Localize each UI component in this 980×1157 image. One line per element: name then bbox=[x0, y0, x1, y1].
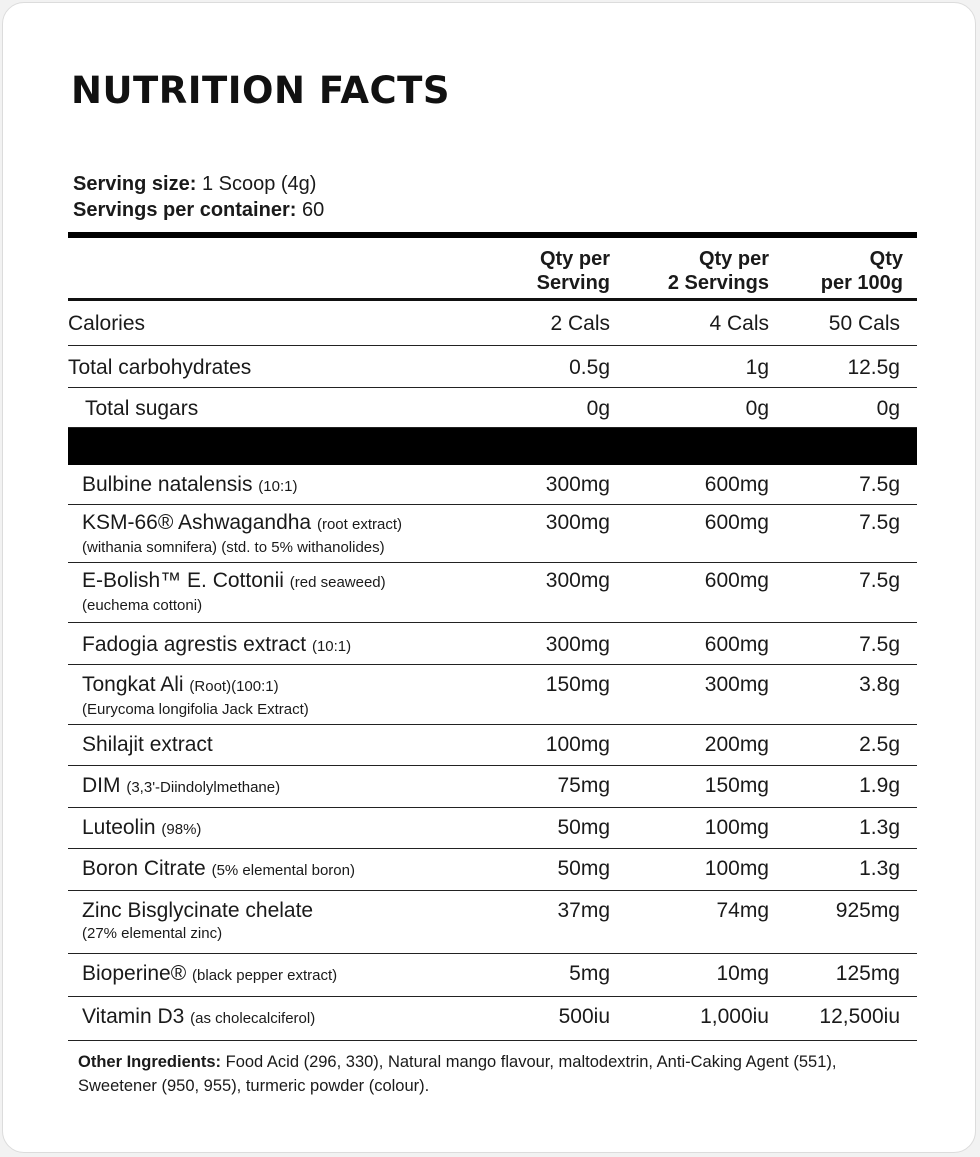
ingredient-value: 600mg bbox=[704, 569, 769, 592]
servings-per-container-label: Servings per container: bbox=[73, 199, 297, 221]
ingredient-cell bbox=[68, 510, 402, 558]
ingredient-value: 100mg bbox=[704, 816, 769, 839]
ingredient-cell bbox=[68, 898, 313, 944]
ingredient-cell bbox=[68, 568, 386, 616]
nutrient-value: 0g bbox=[586, 397, 610, 420]
facts-table bbox=[68, 232, 917, 1041]
servings-per-container-value: 60 bbox=[301, 199, 325, 221]
table-row bbox=[68, 665, 917, 725]
ingredient-value: 125mg bbox=[835, 962, 900, 985]
table-row bbox=[68, 808, 917, 849]
table-row bbox=[68, 505, 917, 563]
ingredient-line bbox=[82, 732, 213, 758]
ingredient-name: Luteolin bbox=[82, 816, 156, 839]
ingredient-subtext: (withania somnifera) (std. to 5% withanolides) bbox=[82, 539, 385, 556]
ingredient-cell bbox=[68, 732, 213, 758]
ingredient-value: 200mg bbox=[704, 733, 769, 756]
nutrient-value: 2 Cals bbox=[550, 312, 610, 335]
ingredient-subtext: (euchema cottoni) bbox=[82, 597, 203, 614]
ingredient-line bbox=[82, 672, 309, 700]
ingredient-note: (as cholecalciferol) bbox=[190, 1010, 316, 1027]
table-row bbox=[68, 388, 917, 428]
col-per-2-servings: Qty per 2 Servings bbox=[667, 248, 769, 294]
ingredient-cell bbox=[68, 672, 309, 720]
ingredient-line bbox=[82, 568, 386, 596]
ingredient-line bbox=[82, 961, 337, 989]
ingredient-value: 100mg bbox=[704, 857, 769, 880]
section-band bbox=[68, 428, 917, 465]
nutrient-name: Calories bbox=[68, 312, 146, 335]
serving-size bbox=[73, 171, 324, 197]
ingredient-name: Tongkat Ali bbox=[82, 673, 184, 696]
ingredient-note: (3,3'-Diindolylmethane) bbox=[126, 779, 281, 796]
nutrient-name: Total sugars bbox=[85, 397, 199, 420]
ingredient-line bbox=[82, 632, 351, 660]
nutrient-value: 1g bbox=[745, 356, 769, 379]
ingredient-cell bbox=[68, 1004, 315, 1032]
serving-size-value: 1 Scoop (4g) bbox=[201, 173, 317, 195]
ingredient-value: 1,000iu bbox=[700, 1005, 769, 1028]
other-ingredients bbox=[78, 1050, 898, 1098]
ingredient-line bbox=[82, 773, 280, 801]
ingredient-note: (Root)(100:1) bbox=[189, 678, 279, 695]
ingredient-cell bbox=[68, 773, 280, 801]
col-per-serving: Qty per Serving bbox=[536, 248, 610, 294]
nutrient-value: 0g bbox=[745, 397, 769, 420]
ingredient-cell bbox=[68, 856, 355, 884]
ingredient-name: Vitamin D3 bbox=[82, 1005, 185, 1028]
servings-per-container bbox=[73, 197, 324, 223]
ingredient-line bbox=[82, 815, 201, 843]
ingredient-value: 100mg bbox=[545, 733, 610, 756]
ingredient-value: 300mg bbox=[545, 473, 610, 496]
other-ingredients-label: Other Ingredients: bbox=[78, 1053, 222, 1071]
ingredient-line bbox=[82, 856, 355, 884]
table-header bbox=[68, 238, 917, 301]
ingredient-note: (10:1) bbox=[258, 478, 298, 495]
ingredient-name: KSM-66® Ashwagandha bbox=[82, 511, 312, 534]
ingredient-name: Zinc Bisglycinate chelate bbox=[82, 899, 314, 922]
ingredient-value: 500iu bbox=[558, 1005, 610, 1028]
table-row bbox=[68, 891, 917, 954]
ingredient-name: Shilajit extract bbox=[82, 733, 213, 756]
table-row bbox=[68, 301, 917, 346]
table-row bbox=[68, 997, 917, 1041]
ingredient-value: 7.5g bbox=[859, 633, 900, 656]
nutrient-name: Total carbohydrates bbox=[68, 356, 252, 379]
ingredient-value: 600mg bbox=[704, 633, 769, 656]
ingredient-name: DIM bbox=[82, 774, 121, 797]
table-row bbox=[68, 849, 917, 891]
ingredient-value: 1.3g bbox=[859, 816, 900, 839]
ingredient-name: Fadogia agrestis extract bbox=[82, 633, 307, 656]
ingredient-name: Boron Citrate bbox=[82, 857, 206, 880]
ingredient-name: Bulbine natalensis bbox=[82, 473, 253, 496]
ingredient-value: 150mg bbox=[704, 774, 769, 797]
ingredient-note: (red seaweed) bbox=[289, 574, 386, 591]
ingredient-cell bbox=[68, 815, 201, 843]
ingredient-value: 50mg bbox=[557, 857, 610, 880]
ingredient-subtext: (Eurycoma longifolia Jack Extract) bbox=[82, 701, 309, 718]
nutrient-value: 0.5g bbox=[569, 356, 610, 379]
ingredient-value: 600mg bbox=[704, 511, 769, 534]
ingredient-value: 3.8g bbox=[859, 673, 900, 696]
ingredient-value: 7.5g bbox=[859, 511, 900, 534]
ingredient-cell bbox=[68, 472, 297, 500]
ingredient-note: (5% elemental boron) bbox=[211, 862, 355, 879]
col-per-100g: Qty per 100g bbox=[820, 248, 903, 294]
ingredient-cell bbox=[68, 632, 351, 660]
ingredient-note: (black pepper extract) bbox=[192, 967, 338, 984]
nutrient-value: 50 Cals bbox=[828, 312, 900, 335]
ingredient-value: 74mg bbox=[716, 899, 769, 922]
table-row bbox=[68, 954, 917, 997]
ingredient-value: 7.5g bbox=[859, 473, 900, 496]
ingredient-value: 10mg bbox=[716, 962, 769, 985]
ingredient-value: 50mg bbox=[557, 816, 610, 839]
ingredient-value: 37mg bbox=[557, 899, 610, 922]
ingredient-line bbox=[82, 510, 402, 538]
ingredient-name: E-Bolish™ E. Cottonii bbox=[82, 569, 284, 592]
ingredient-value: 600mg bbox=[704, 473, 769, 496]
ingredient-name: Bioperine® bbox=[82, 962, 187, 985]
ingredient-value: 1.3g bbox=[859, 857, 900, 880]
ingredient-value: 75mg bbox=[557, 774, 610, 797]
ingredient-value: 300mg bbox=[704, 673, 769, 696]
ingredient-subtext: (27% elemental zinc) bbox=[82, 925, 223, 942]
ingredient-line bbox=[82, 1004, 315, 1032]
serving-info bbox=[73, 171, 324, 223]
ingredient-value: 12,500iu bbox=[819, 1005, 900, 1028]
ingredient-cell bbox=[68, 961, 337, 989]
table-row bbox=[68, 346, 917, 388]
ingredient-line bbox=[82, 472, 297, 500]
ingredient-value: 150mg bbox=[545, 673, 610, 696]
ingredient-value: 925mg bbox=[835, 899, 900, 922]
ingredient-value: 300mg bbox=[545, 633, 610, 656]
table-row bbox=[68, 563, 917, 623]
ingredient-value: 2.5g bbox=[859, 733, 900, 756]
table-row bbox=[68, 766, 917, 808]
ingredient-note: (10:1) bbox=[311, 638, 352, 655]
table-row bbox=[68, 623, 917, 665]
serving-size-label: Serving size: bbox=[73, 173, 197, 195]
nutrient-value: 12.5g bbox=[847, 356, 900, 379]
ingredient-line bbox=[82, 898, 313, 924]
other-ingredients-text: Food Acid (296, 330), Natural mango flavour, maltodextrin, Anti-Caking Agent (551), Sweetener (950, 955), turmeric powder (colour). bbox=[78, 1053, 837, 1095]
ingredient-value: 5mg bbox=[569, 962, 610, 985]
table-row bbox=[68, 725, 917, 766]
ingredient-value: 300mg bbox=[545, 569, 610, 592]
nutrient-value: 0g bbox=[876, 397, 900, 420]
page-title: NUTRITION FACTS bbox=[71, 69, 451, 112]
nutrient-value: 4 Cals bbox=[709, 312, 769, 335]
ingredient-note: (root extract) bbox=[316, 516, 402, 533]
ingredient-value: 1.9g bbox=[859, 774, 900, 797]
ingredient-note: (98%) bbox=[161, 821, 202, 838]
ingredient-value: 7.5g bbox=[859, 569, 900, 592]
table-row bbox=[68, 465, 917, 505]
ingredient-value: 300mg bbox=[545, 511, 610, 534]
